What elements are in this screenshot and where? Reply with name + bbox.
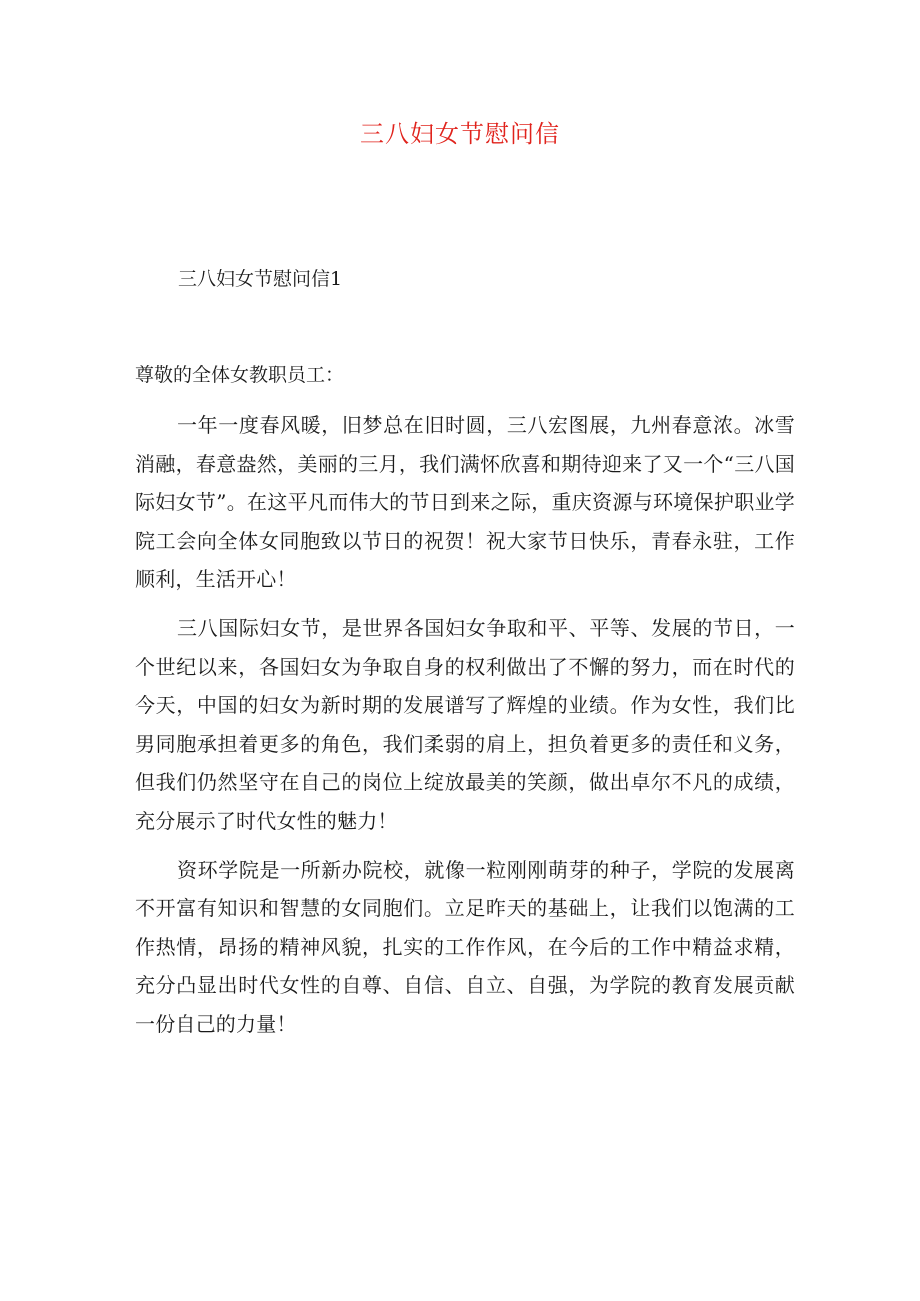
paragraph: 资环学院是一所新办院校，就像一粒刚刚萌芽的种子，学院的发展离不开富有知识和智慧的女同胞们。立足昨天的基础上，让我们以饱满的工作热情，昂扬的精神风貌，扎实的工作作风，在今后的工作中精益求精，充分凸显出时代女性的自尊、自信、自立、自强，为学院的教育发展贡献一份自己的力量！ bbox=[135, 857, 795, 1036]
section-heading: 三八妇女节慰问信1 bbox=[178, 268, 343, 290]
paragraph: 一年一度春风暖，旧梦总在旧时圆，三八宏图展，九州春意浓。冰雪消融，春意盎然，美丽的三月，我们满怀欣喜和期待迎来了又一个“三八国际妇女节”。在这平凡而伟大的节日到来之际，重庆资源与环境保护职业学院工会向全体女同胞致以节日的祝贺！祝大家节日快乐，青春永驻，工作顺利，生活开心！ bbox=[135, 413, 795, 592]
letter-body bbox=[135, 406, 795, 1054]
paragraph: 三八国际妇女节，是世界各国妇女争取和平、平等、发展的节日，一个世纪以来，各国妇女为争取自身的权利做出了不懈的努力，而在时代的今天，中国的妇女为新时期的发展谱写了辉煌的业绩。作为女性，我们比男同胞承担着更多的角色，我们柔弱的肩上，担负着更多的责任和义务，但我们仍然坚守在自己的岗位上绽放最美的笑颜，做出卓尔不凡的成绩，充分展示了时代女性的魅力！ bbox=[135, 615, 795, 833]
salutation: 尊敬的全体女教职员工： bbox=[135, 364, 345, 386]
document-title: 三八妇女节慰问信 bbox=[360, 120, 560, 148]
